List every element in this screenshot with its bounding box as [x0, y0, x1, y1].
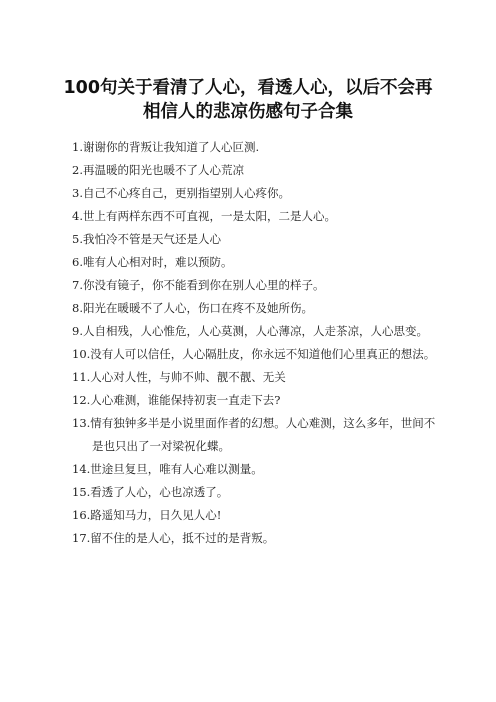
- list-item: 14.世途旦复旦，唯有人心难以测量。: [72, 462, 263, 476]
- list-item: 12.人心难测，谁能保持初衷一直走下去?: [72, 393, 281, 407]
- list-item: 6.唯有人心相对时，难以预防。: [72, 255, 233, 269]
- list-item: 9.人自相残，人心惟危，人心莫测，人心薄凉，人走茶凉，人心思变。: [72, 324, 428, 338]
- list-item: 4.世上有两样东西不可直视，一是太阳，二是人心。: [72, 209, 336, 223]
- list-item: 10.没有人可以信任，人心隔肚皮，你永远不知道他们心里真正的想法。: [72, 347, 436, 361]
- list-item: 7.你没有镜子，你不能看到你在别人心里的样子。: [72, 278, 325, 292]
- list-item: 13.情有独钟多半是小说里面作者的幻想。人心难测，这么多年，世间不是也只出了一对梁祝化蝶。: [72, 416, 436, 453]
- list-item: 17.留不住的是人心，抵不过的是背叛。: [72, 531, 275, 545]
- list-item: 8.阳光在暖暖不了人心，伤口在疼不及她所伤。: [72, 301, 313, 315]
- list-item: 16.路遥知马力，日久见人心!: [72, 508, 222, 522]
- list-item: 5.我怕冷不管是天气还是人心: [72, 232, 221, 246]
- list-item: 1.谢谢你的背叛让我知道了人心叵测.: [72, 140, 260, 154]
- list-item: 2.再温暖的阳光也暖不了人心荒凉: [72, 163, 244, 177]
- document-title: 100句关于看清了人心，看透人心，以后不会再相信人的悲凉伤感句子合集: [63, 78, 433, 122]
- list-item: 11.人心对人性，与帅不帅、靓不靓、无关: [72, 370, 286, 384]
- list-item: 15.看透了人心，心也凉透了。: [72, 485, 229, 499]
- list-item: 3.自己不心疼自己，更别指望别人心疼你。: [72, 186, 290, 200]
- sentence-list: [72, 136, 436, 550]
